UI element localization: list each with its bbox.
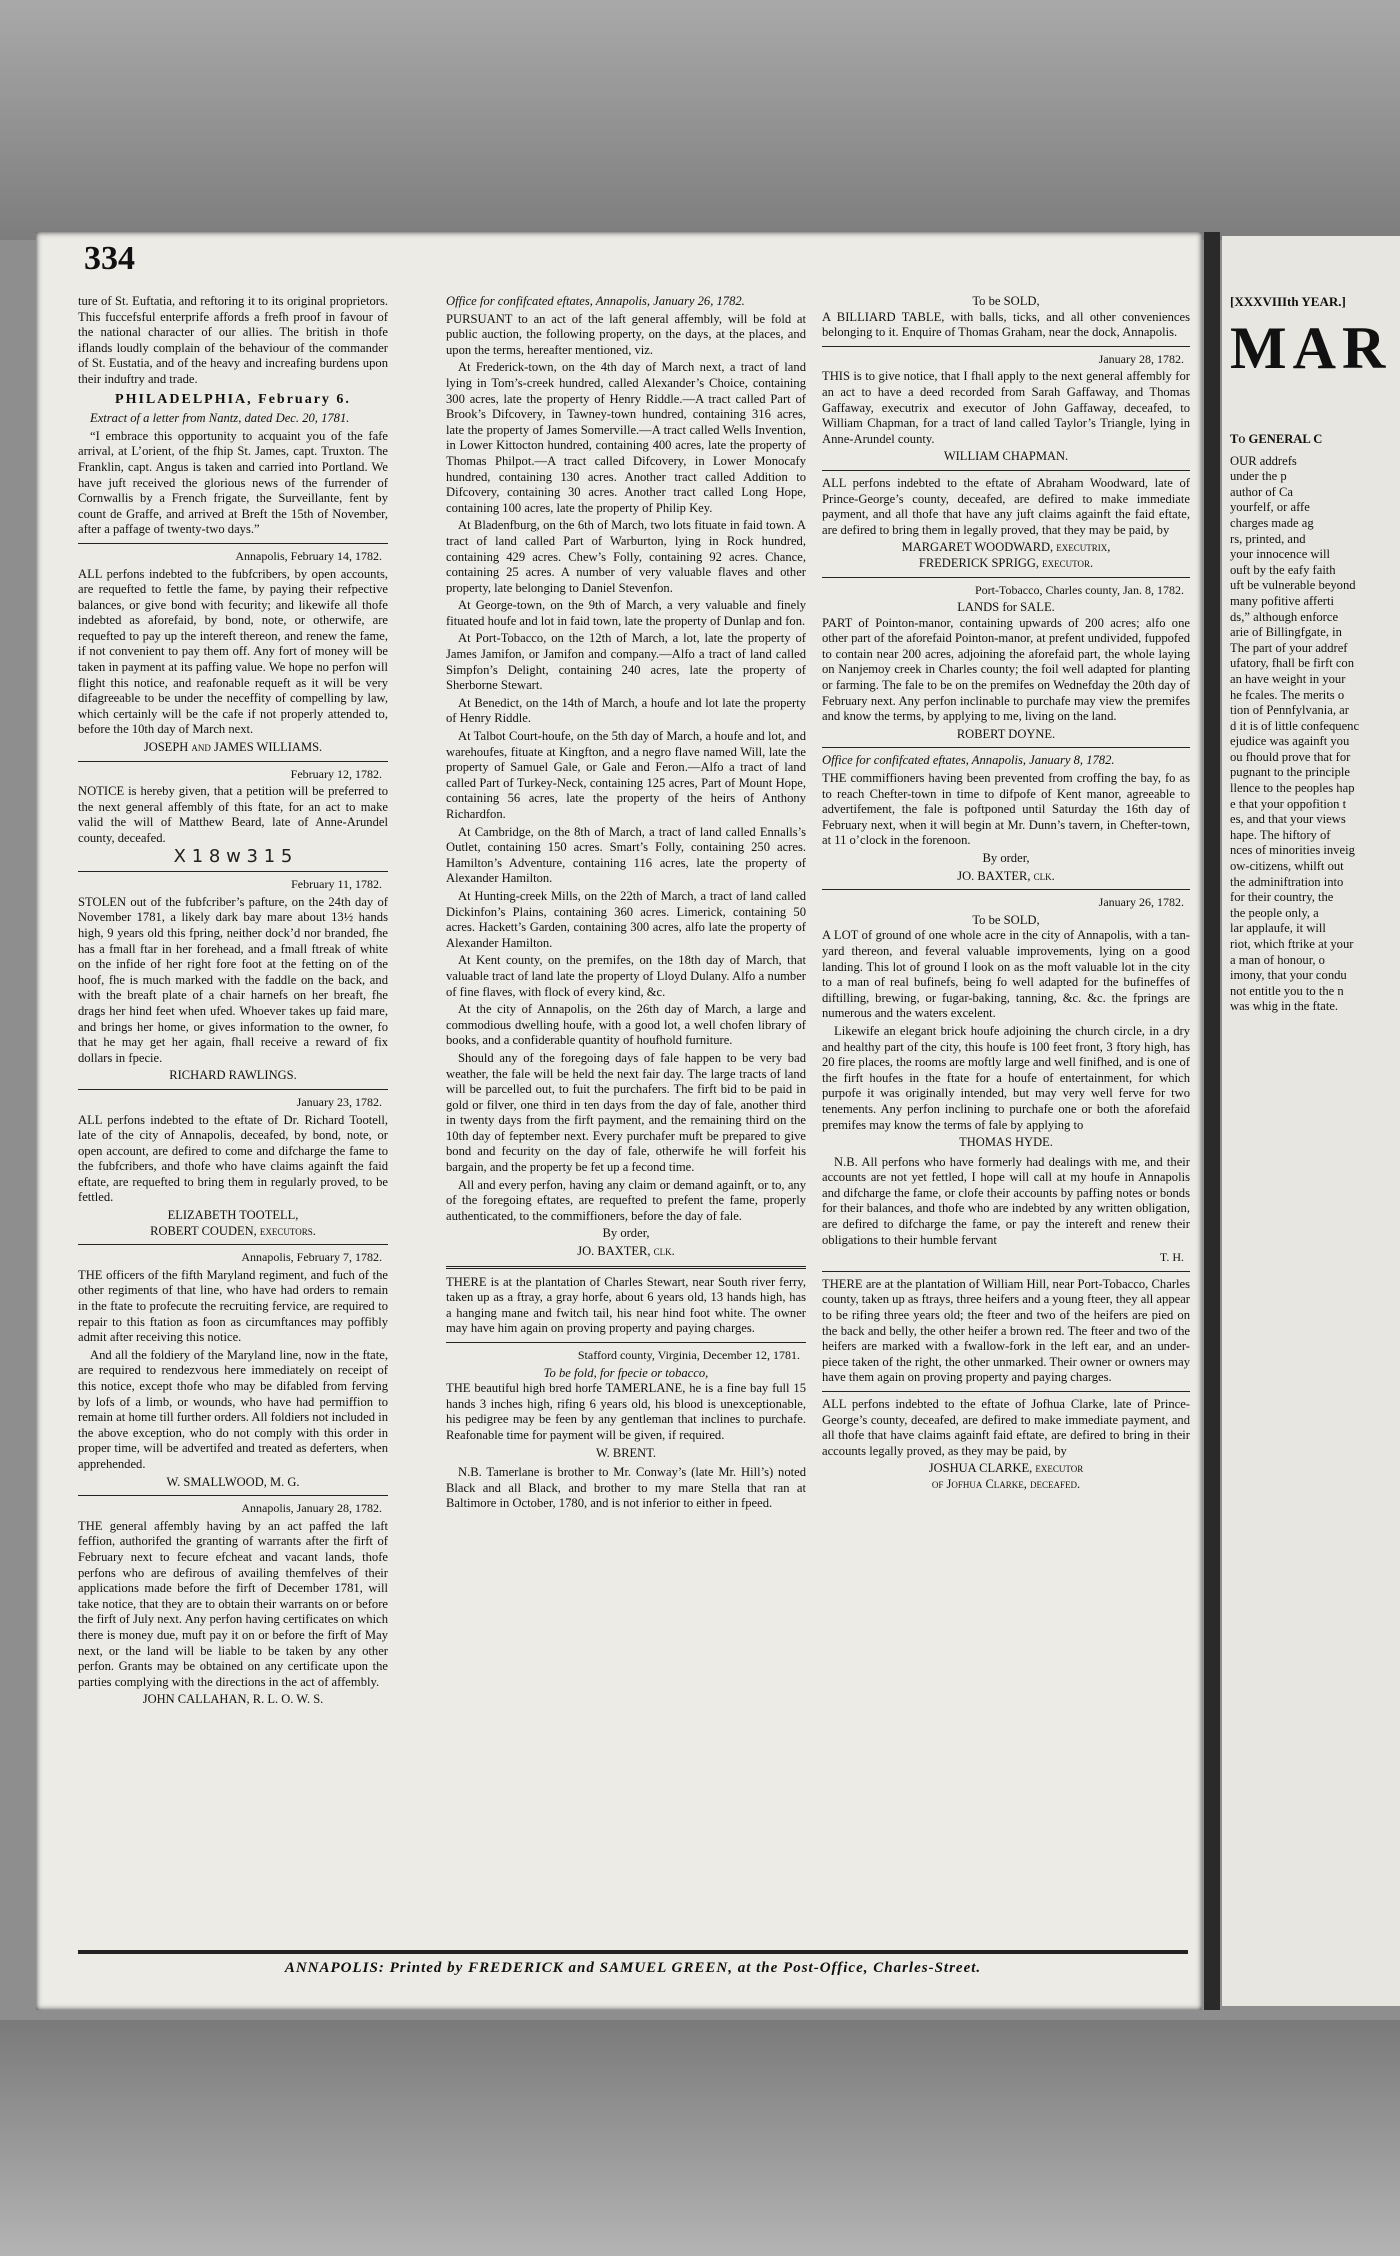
divider [822,577,1190,578]
adjacent-line: ouft by the eafy faith [1230,562,1336,577]
adjacent-line: ow-citizens, whilft out [1230,859,1344,874]
column-1 [78,294,388,1712]
billiard-heading: To be SOLD, [972,294,1040,308]
confiscated-para: At Hunting-creek Mills, on the 22th of March, a tract of land called Dickinfon’s Plains, containing 360 acres. Limerick, containing 50 acres. Hackett’s Garden, containing 300 acres, alfo late the property of Alexander Hamilton. [446,888,806,950]
adjacent-line: charges made ag [1230,515,1314,530]
adjacent-column [1230,432,1400,1015]
chapman-signature: WILLIAM CHAPMAN. [943,449,1069,464]
adjacent-line: lar applaufe, it will [1230,921,1326,936]
philadelphia-letter: “I embrace this opportunity to acquaint you of the fafe arrival, at L’orient, of the fhip St. James, capt. Truxton. The Franklin, capt. Angus is taken and carried into Portland. We have juft received the glorious news of the furrender of Cornwallis by a French frigate, the Surveillante, fent by count de Graffe, and arrived at Breft the 15th of November, after a paffage of twenty-two days.” [78,428,388,537]
tootell-notice: ALL perfons indebted to the eftate of Dr. Richard Tootell, late of the city of Annapolis, deceafed, by bond, note, or open account, are defired to come and difcharge the fame to the fubfcribers, and thofe who have claims againft the faid eftate, are requefted to bring them in regularly proved, to be fettled. [78,1112,388,1205]
divider [78,1089,388,1090]
stewart-stray-notice: THERE is at the plantation of Charles Stewart, near South river ferry, taken up as a ftray, a gray horfe, about 6 years old, 13 hands high, has a hanging mane and fwitch tail, his near hind foot white. The owner may have him again on proving property and paying charges. [446,1274,806,1336]
adjacent-line: rs, printed, and [1230,531,1306,546]
confiscated-para: At the city of Annapolis, on the 26th day of March, a large and commodious dwelling houfe, with a good lot, a well chofen library of books, and a confiderable quantity of houfhold furniture. [446,1002,806,1048]
brent-subheading: To be fold, for fpecie or tobacco, [543,1365,709,1380]
adjacent-line: arie of Billingfgate, in [1230,625,1342,640]
tootell-signature: ELIZABETH TOOTELL, ROBERT COUDEN, executors. [150,1208,316,1238]
adjacent-line: imony, that your condu [1230,968,1347,983]
confiscated-para: At Port-Tobacco, on the 12th of March, a lot, late the property of James Jamifon, or Jamifon and company.—Alfo a tract of land called Simpfon’s Delight, containing 240 acres, late the property of Sherborne Stewart. [446,631,806,693]
adjacent-line: an have weight in your [1230,671,1346,686]
adjacent-line: d it is of little confequenc [1230,718,1360,733]
confiscated-para: All and every perfon, having any claim or demand againft, or to, any of the foregoing eftates, are requefted to prefent the fame, properly authenticated, to the commiffioners, before the day of fale. [446,1177,806,1223]
adjacent-year: [XXXVIIIth YEAR.] [1230,294,1346,309]
article-intro: ture of St. Euftatia, and reftoring it to its original proprietors. This fuccefsful enterprife affords a frefh proof in favour of the national character of our allies. The british in thofe iflands loudly complain of the behaviour of the commander of St. Eustatia, and of the heavy and increafing burdens upon their induftry and trade. [78,294,388,386]
clarke-notice: ALL perfons indebted to the eftate of Jofhua Clarke, late of Prince-George’s county, deceafed, are defired to make immediate payment, and all thofe that have claims againft faid eftate, are defired to bring in their accounts legally proved, as they may be paid, by [822,1397,1190,1458]
clarke-signature: JOSHUA CLARKE, executor of Jofhua Clarke, deceafed. [928,1461,1084,1491]
stolen-mare-notice: STOLEN out of the fubfcriber’s pafture, on the 24th day of November 1781, a likely dark bay mare about 13½ hands high, 9 years old this fpring, neither dock’d nor branded, fhe has a fmall ftar in her forehead, and a fmall ftreak of white on the infide of her right fore foot at the fetting on of the hoof, fhe is much marked with the faddle on the back, and with the breaft plate of a chair harnefs on her breaft, fhe drags her hind feet when ufed. Whoever takes up faid mare, and brings her home, or gives information to the owner, fo that he may get her again, fhall receive a reward of fix dollars in fpecie. [78,894,388,1065]
hyde-date: January 26, 1782. [1098,895,1184,910]
page-number: 334 [84,240,135,277]
confiscated-para: At Kent county, on the premifes, on the 18th day of March, that valuable tract of land late the property of Lloyd Dulany. Alfo a number of fine flaves, with flock of every kind, &c. [446,953,806,999]
callahan-signature: JOHN CALLAHAN, R. L. O. W. S. [142,1692,324,1707]
divider [78,1244,388,1245]
hyde-initials: T. H. [1159,1250,1184,1265]
adjacent-line: author of Ca [1230,484,1293,499]
tamerlane-nb: N.B. Tamerlane is brother to Mr. Conway’s (late Mr. Hill’s) noted Black and all Black, and brother to my mare Stella that ran at Baltimore in October, 1780, and is not inferior to either in fpeed. [446,1465,806,1511]
williams-signature: JOSEPH and JAMES WILLIAMS. [143,740,323,755]
handwritten-mark: X 1 8 w 3 1 5 [173,845,293,867]
doyne-date: Port-Tobacco, Charles county, Jan. 8, 1782. [974,582,1184,597]
adjacent-line: tion of Pennfylvania, ar [1230,703,1349,718]
adjacent-lines [1230,454,1400,1015]
adjacent-line: ou fhould prove that for [1230,749,1351,764]
adjacent-line: was whig in the ftate. [1230,999,1339,1014]
adjacent-line: e that your oppofition t [1230,796,1347,811]
column-3 [822,294,1190,1497]
adjacent-masthead: MAR [1230,315,1392,381]
beard-notice: NOTICE is hereby given, that a petition will be preferred to the next general affembly of this ftate, for an act to make valid the will of Matthew Beard, late of Anne-Arundel county, deceafed. [78,784,388,845]
smallwood-date: Annapolis, February 7, 1782. [241,1250,382,1265]
confiscated-para: At Talbot Court-houfe, on the 5th day of March, a houfe and lot, and warehoufes, fituate at Kingfton, and a negro flave named Will, late the property of Samuel Gale, or Gale and Feron.—Alfo a tract of land called Part of Turkey-Neck, containing 125 acres, Part of Mount Hope, containing 56 acres, late the property of the heirs of Anthony Richardfon. [446,729,806,821]
beard-date: February 12, 1782. [290,766,382,781]
adjacent-line: es, and that your views [1230,812,1346,827]
adjacent-address-heading: To GENERAL C [1230,432,1323,446]
adjacent-line: ds,” although enforce [1230,609,1339,624]
doyne-signature: ROBERT DOYNE. [956,726,1056,741]
philadelphia-extract: Extract of a letter from Nantz, dated Dec. 20, 1781. [90,411,350,426]
adjacent-line: under the p [1230,469,1287,484]
divider [78,543,388,544]
confiscated-para: At Bladenfburg, on the 6th of March, two lots fituate in faid town. A tract of land called Part of Warburton, lying in Rock hundred, containing 429 acres. Chew’s Folly, containing 92 acres. Chance, containing 25 acres. A number of very valuable flaves and other property, late belonging to Daniel Stevenfon. [446,518,806,595]
adjacent-line: he fcales. The merits o [1230,687,1345,702]
confiscated-para: At Frederick-town, on the 4th day of March next, a tract of land lying in Tom’s-creek hundred, called Alexander’s Choice, containing 300 acres, late the property of Henry Riddle.—A tract called Part of Brook’s Difcovery, in Tawney-town hundred, containing 316 acres, late the property of James Somerville.—A tract called Wells Invention, in Lower Kittocton hundred, containing 400 acres, late the property of Thomas Philpot.—A tract called Difcovery, in Lower Monocafy hundred, containing 130 acres. Another tract called Addition to Difcovery, containing 30 acres. Another tract called Long Hope, containing 100 acres, late the property of Philip Key. [446,360,806,515]
doyne-notice: PART of Pointon-manor, containing upwards of 200 acres; alfo one other part of the aforefaid Pointon-manor, at prefent undivided, fuppofed to contain near 200 acres, adjoining the aforefaid part, the whole laying on Nanjemoy creek in Charles county; the foil well adapted for planting or farming. The fale to be on the premifes on Wednefday the 20th day of February next. Any perfon inclinable to purchafe may view the premifes and know the terms, by applying to me, living on the land. [822,615,1190,724]
divider [822,1271,1190,1272]
hyde-nb: N.B. All perfons who have formerly had dealings with me, and their accounts are not yet fettled, I hope will call at my houfe in Annapolis and difcharge the fame, or clofe their accounts by paffing notes or bonds for their balances, and thofe who are indebted by any written obligation, are defired to difcharge the fame, or pay the intereft and renew their obligations to their humble fervant [822,1154,1190,1247]
adjacent-line: your innocence will [1230,547,1331,562]
adjacent-line: llence to the peoples hap [1230,781,1355,796]
confiscated-para: At Benedict, on the 14th of March, a houfe and lot late the property of Henry Riddle. [446,695,806,726]
baxter-signature: JO. BAXTER, clk. [577,1244,675,1259]
printer-imprint: ANNAPOLIS: Printed by FREDERICK and SAMUEL GREEN, at the Post-Office, Charles-Street. [78,1950,1188,1977]
divider [78,871,388,872]
hyde-heading: To be SOLD, [972,912,1040,927]
rawlings-signature: RICHARD RAWLINGS. [169,1068,297,1083]
divider [446,1266,806,1269]
tamerlane-notice: THE beautiful high bred horfe TAMERLANE, he is a fine bay full 15 hands 3 inches high, rifing 6 years old, his blood is unexceptionable, his pedigree may be feen by any gentleman that inclines to purchafe. Reafonable time for payment will be given, if required. [446,1381,806,1442]
hill-stray-notice: THERE are at the plantation of William Hill, near Port-Tobacco, Charles county, taken up as ftrays, three heifers and a young fteer, they all appear to be rifing three years old; the fteer and two of the heifers are pied on the back and belly, the other heifer a brown red. The fteer and two of the heifers are marked with a fwallow-fork in the left ear, and an under-piece taken of the right, the other unmarked. Their owner or owners may have them again on proving property and paying charges. [822,1276,1190,1385]
column-2 [446,294,806,1514]
hyde-signature: THOMAS HYDE. [959,1135,1053,1150]
smallwood-signature: W. SMALLWOOD, M. G. [166,1474,300,1489]
adjacent-line: ufatory, fhall be firft con [1230,656,1355,671]
adjacent-page [1222,236,1400,2006]
divider [822,747,1190,748]
divider [446,1342,806,1343]
by-order: By order, [982,851,1030,865]
adjacent-line: the adminiftration into [1230,874,1344,889]
adjacent-line: The part of your addref [1230,640,1348,655]
scan-background-bottom [0,2020,1400,2256]
divider [78,761,388,762]
confiscated-intro: PURSUANT to an act of the laft general affembly, will be fold at public auction, the following property, on the days, at the places, and upon the terms, hereafter mentioned, viz. [446,311,806,357]
baxter-signature: JO. BAXTER, clk. [957,868,1055,883]
adjacent-line: nces of minorities inveig [1230,843,1355,858]
callahan-notice: THE general affembly having by an act paffed the laft feffion, authorifed the granting of warrants after the firft of February next to fecure efcheat and vacant lands, thofe perfons who are defirous of availing themfelves of their applications made before the firft of December 1781, will take notice, that they are to obtain their warrants on or before the firft of July next. Any perfon having certificates on which there is money due, muft pay it on or before the firft of May next, or the land will be liable to be taken by any other perfon. Grants may be obtained on any certificate upon the parties complying with the directions in the act of affembly. [78,1518,388,1689]
book-gutter [1204,232,1220,2010]
philadelphia-heading: PHILADELPHIA, February 6. [115,391,351,407]
divider [822,1391,1190,1392]
woodward-notice: ALL perfons indebted to the eftate of Abraham Woodward, late of Prince-George’s county, deceafed, are defired to make immediate payment, and all thofe that have any juft claims againft the faid eftate, are defired to bring them in legally proved, that they may be paid, by [822,475,1190,537]
adjacent-line: pugnant to the principle [1230,765,1350,780]
scan-background-top [0,0,1400,240]
adjacent-line: riot, which ftrike at your [1230,937,1354,951]
smallwood-notice-2: And all the foldiery of the Maryland line, now in the ftate, are required to rendezvous here immediately on receipt of this notice, except thofe who may be difabled from ferving by lofs of a limb, or wounds, who have had permiffion to remain at home till further orders. All foldiers not included in the above exception, who do not comply with this order in proper time, will be advertifed and treated as deferters, when apprehended. [78,1347,388,1471]
chapman-notice: THIS is to give notice, that I fhall apply to the next general affembly for an act to have a deed recorded from Sarah Gaffaway, and Thomas Gaffaway, executrix and executor of John Gaffaway, deceafed, to William Chapman, for a tract of land called Taylor’s Triangle, lying in Anne-Arundel county. [822,369,1190,446]
kent-manor-notice: THE commiffioners having been prevented from croffing the bay, fo as to reach Chefter-town in time to difpofe of Kent manor, agreeable to advertifement, the fale is poftponed until Saturday the 16th day of February next, when it will begin at Mr. Dunn’s tavern, in Chefter-town, at 11 o’clock in the forenoon. [822,771,1190,848]
hyde-house-notice: Likewife an elegant brick houfe adjoining the church circle, in a dry and healthy part of the city, this houfe is 100 feet front, 3 ftory high, has 20 fire places, the rooms are moftly large and well finifhed, and is one of the firft houfes in the ftate for a houfe of entertainment, for which purpofe it was originally intended, but may very well ferve for two tenements. Any perfon inclining to purchafe one or both the aforefaid premifes may know the terms of fale by applying to [822,1023,1190,1132]
confiscated-office-heading: Office for confifcated eftates, Annapolis, January 26, 1782. [446,294,745,308]
divider [78,1495,388,1496]
callahan-date: Annapolis, January 28, 1782. [241,1501,382,1516]
adjacent-line: many pofitive afferti [1230,593,1334,608]
baxter-office-heading: Office for confifcated eftates, Annapolis, January 8, 1782. [822,753,1115,768]
adjacent-line: the people only, a [1230,905,1319,920]
divider [822,470,1190,471]
confiscated-para: Should any of the foregoing days of fale happen to be very bad weather, the fale will be held the next fair day. The large tracts of land will be parcelled out, to fuit the purchafers. The firft bid to be paid in gold or filver, one third in ten days from the day of fale, another third in twenty days from the firft payment, and the remaining third on the 10th day of feptember next. Every purchafer muft be prepared to give bond and fecurity on the day of fale, otherwife he will forfeit his bargain, and the property be fet up a fecond time. [446,1050,806,1175]
lands-for-sale-heading: LANDS for SALE. [957,600,1055,615]
adjacent-line: for their country, the [1230,890,1334,905]
divider [822,346,1190,347]
rawlings-date: February 11, 1782. [291,877,382,892]
adjacent-line: uft be vulnerable beyond [1230,578,1356,593]
hyde-lot-notice: A LOT of ground of one whole acre in the city of Annapolis, with a tan-yard thereon, and feveral valuable improvements, lying on a good landing. This lot of ground I look on as the moft valuable lot in the city to a man of real bufinefs, being fo well adapted for the bufineffes of diftilling, brewing, or fugar-baking, tanning, &c. &c. the fprings are numerous and the waters excelent. [822,928,1190,1021]
smallwood-notice-1: THE officers of the fifth Maryland regiment, and fuch of the other regiments of that line, who have had orders to remain in the ftate to profecute the recruiting fervice, are required to repair to this ftation as foon as circumftances may poffibly admit after receiving this notice. [78,1267,388,1345]
williams-date: Annapolis, February 14, 1782. [235,548,382,563]
newspaper-page [36,232,1202,2010]
brent-date: Stafford county, Virginia, December 12, 1781. [577,1348,800,1362]
adjacent-line: ejudice was againft you [1230,734,1350,749]
confiscated-para: At George-town, on the 9th of March, a very valuable and finely fituated houfe and lot in faid town, late the property of Dunlap and fon. [446,598,806,628]
adjacent-line: OUR addrefs [1230,453,1297,468]
adjacent-line: hape. The hiftory of [1230,827,1331,842]
confiscated-para: At Cambridge, on the 8th of March, a tract of land called Ennalls’s Outlet, containing 150 acres. Smart’s Folly, containing 250 acres. Hamilton’s Adventure, containing 116 acres, late the property of Alexander Hamilton. [446,824,806,886]
adjacent-line: a man of honour, o [1230,952,1325,967]
billiard-notice: A BILLIARD TABLE, with balls, ticks, and all other conveniences belonging to it. Enquire of Thomas Graham, near the dock, Annapolis. [822,309,1190,340]
williams-notice: ALL perfons indebted to the fubfcribers, by open accounts, are requefted to fettle the fame, by paying their refpective balances, or give bond with fecurity; and likewife all thofe indebted as aforefaid, by bond, note, or otherwife, are requefted to pay up the intereft thereon, and renew the fame, if not convenient to pay them off. Any fort of money will be taken in payment at its paffing value. We hope no perfon will flight this notice, and reafonable requeft as it will be very difagreeable to be under the neceffity of compelling by law, which certainly will be the cafe if not properly attended to, before the 10th day of March next. [78,566,388,737]
woodward-signature: MARGARET WOODWARD, executrix, FREDERICK SPRIGG, executor. [901,540,1111,570]
by-order: By order, [602,1226,650,1241]
tootell-date: January 23, 1782. [296,1094,382,1109]
chapman-date: January 28, 1782. [1098,351,1184,366]
divider [822,889,1190,890]
adjacent-line: yourfelf, or affe [1230,500,1310,515]
adjacent-line: not entitle you to the n [1230,983,1344,998]
brent-signature: W. BRENT. [595,1445,657,1460]
